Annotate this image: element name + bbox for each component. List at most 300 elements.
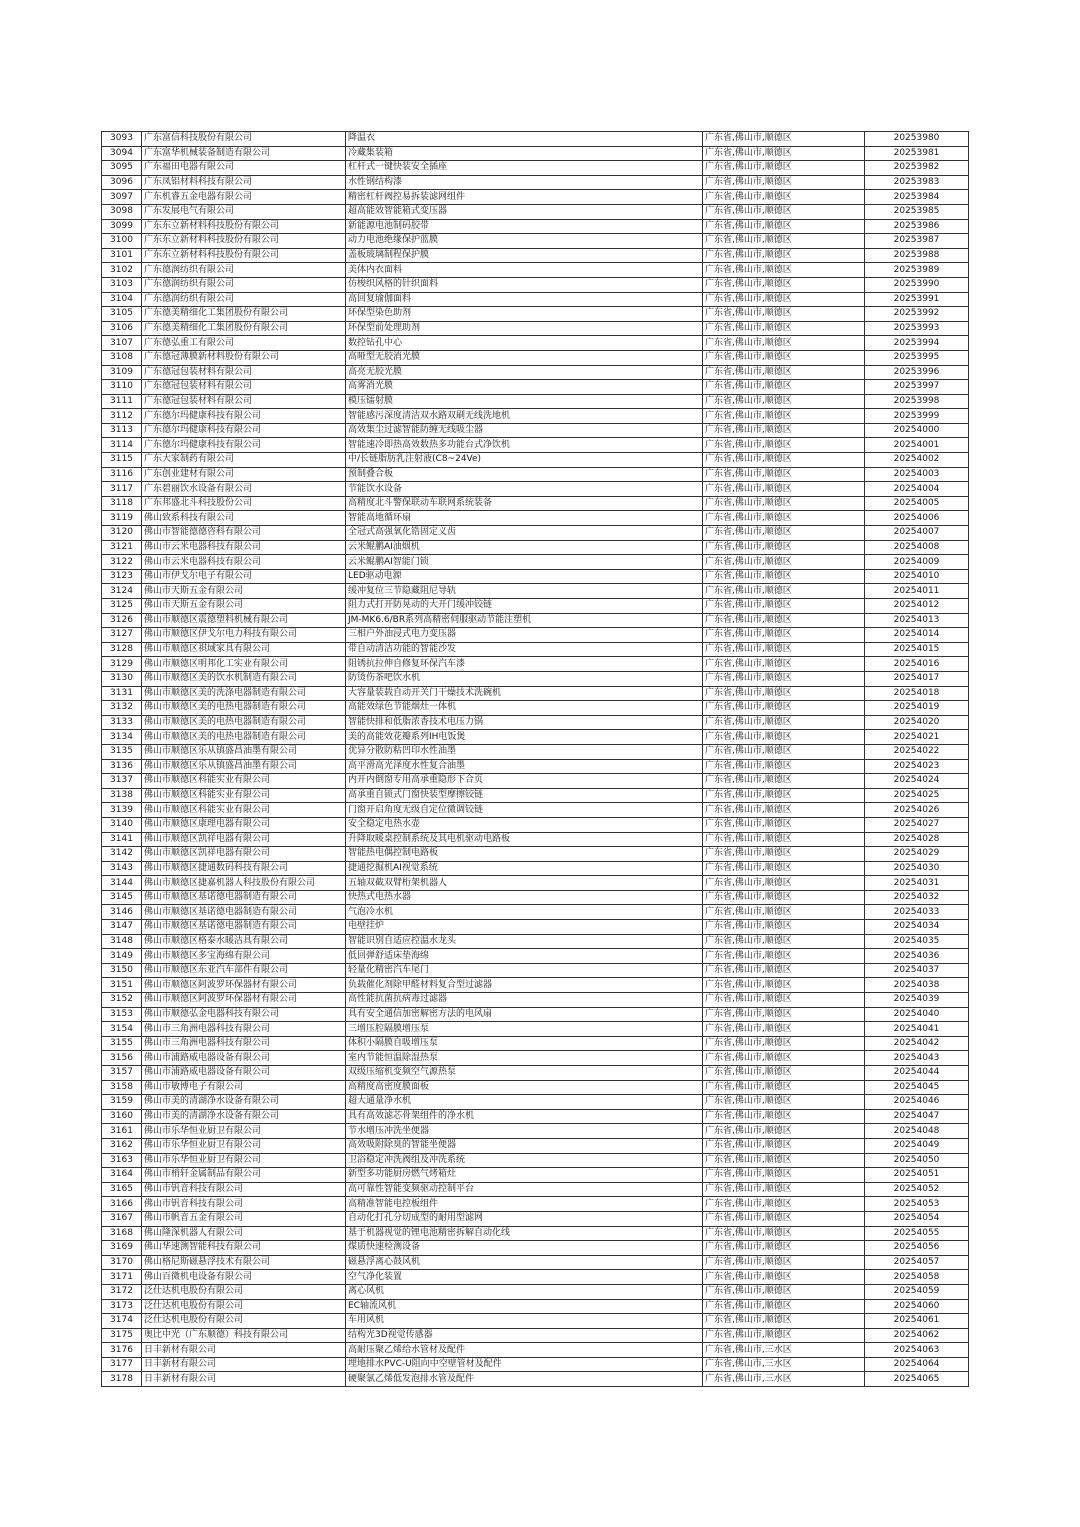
product-name-cell: 美体内衣面料	[346, 263, 703, 278]
table-row	[102, 350, 969, 365]
certificate-code-cell: 20254058	[865, 1270, 969, 1285]
company-name-cell: 佛山市顺德区美的电热电器制造有限公司	[142, 715, 346, 730]
region-cell: 广东省,佛山市,顺德区	[703, 1197, 865, 1212]
table-row	[102, 496, 969, 511]
row-number-cell: 3154	[102, 1022, 142, 1037]
certificate-code-cell: 20254035	[865, 934, 969, 949]
company-name-cell: 佛山市浦路威电器设备有限公司	[142, 1051, 346, 1066]
company-name-cell: 佛山百微机电设备有限公司	[142, 1270, 346, 1285]
table-row	[102, 847, 969, 862]
company-name-cell: 佛山市顺德区伊戈尔电力科技有限公司	[142, 628, 346, 643]
row-number-cell: 3162	[102, 1138, 142, 1153]
row-number-cell: 3134	[102, 730, 142, 745]
row-number-cell: 3113	[102, 423, 142, 438]
company-name-cell: 广东大家制药有限公司	[142, 453, 346, 468]
product-name-cell: 高精度北斗警保联动车联网系统装备	[346, 496, 703, 511]
table-row	[102, 628, 969, 643]
table-row	[102, 219, 969, 234]
product-name-cell: 结构光3D视觉传感器	[346, 1328, 703, 1343]
product-name-cell: 体积小隔膜自吸增压泵	[346, 1036, 703, 1051]
certificate-code-cell: 20254060	[865, 1299, 969, 1314]
company-name-cell: 佛山市顺德区科能实业有限公司	[142, 788, 346, 803]
table-row	[102, 613, 969, 628]
certificate-code-cell: 20254041	[865, 1022, 969, 1037]
certificate-code-cell: 20254008	[865, 540, 969, 555]
row-number-cell: 3093	[102, 132, 142, 147]
region-cell: 广东省,佛山市,顺德区	[703, 701, 865, 716]
row-number-cell: 3159	[102, 1095, 142, 1110]
table-row	[102, 277, 969, 292]
region-cell: 广东省,佛山市,顺德区	[703, 1095, 865, 1110]
table-row	[102, 1124, 969, 1139]
region-cell: 广东省,佛山市,顺德区	[703, 934, 865, 949]
certificate-code-cell: 20254045	[865, 1080, 969, 1095]
row-number-cell: 3125	[102, 599, 142, 614]
company-name-cell: 佛山市顺德区乐从镇盛昌油墨有限公司	[142, 759, 346, 774]
row-number-cell: 3156	[102, 1051, 142, 1066]
product-name-cell: 快热式电热水器	[346, 890, 703, 905]
certificate-code-cell: 20254046	[865, 1095, 969, 1110]
company-name-cell: 佛山市浦路威电器设备有限公司	[142, 1066, 346, 1081]
region-cell: 广东省,佛山市,顺德区	[703, 132, 865, 147]
company-name-cell: 佛山市顺德区明邦化工实业有限公司	[142, 657, 346, 672]
row-number-cell: 3126	[102, 613, 142, 628]
region-cell: 广东省,佛山市,顺德区	[703, 496, 865, 511]
product-name-cell: 智能热电偶控制电路板	[346, 847, 703, 862]
region-cell: 广东省,佛山市,顺德区	[703, 1109, 865, 1124]
company-name-cell: 广东东立新材料科技股份有限公司	[142, 248, 346, 263]
product-name-cell: 双级压缩机变频空气源热泵	[346, 1066, 703, 1081]
row-number-cell: 3135	[102, 744, 142, 759]
certificate-code-cell: 20254051	[865, 1168, 969, 1183]
region-cell: 广东省,佛山市,顺德区	[703, 1138, 865, 1153]
table-row	[102, 380, 969, 395]
company-name-cell: 广东德弘重工有限公司	[142, 336, 346, 351]
row-number-cell: 3097	[102, 190, 142, 205]
company-name-cell: 佛山市乐华恒业厨卫有限公司	[142, 1138, 346, 1153]
company-name-cell: 广东发展电气有限公司	[142, 204, 346, 219]
row-number-cell: 3161	[102, 1124, 142, 1139]
row-number-cell: 3153	[102, 1007, 142, 1022]
certificate-code-cell: 20253996	[865, 365, 969, 380]
table-row	[102, 1255, 969, 1270]
region-cell: 广东省,佛山市,顺德区	[703, 599, 865, 614]
region-cell: 广东省,佛山市,顺德区	[703, 613, 865, 628]
product-name-cell: 云米鲲鹏AI油烟机	[346, 540, 703, 555]
certificate-code-cell: 20253982	[865, 161, 969, 176]
table-row	[102, 642, 969, 657]
product-name-cell: 精密杠杆阀控易拆装滤网组件	[346, 190, 703, 205]
table-body	[102, 132, 969, 1387]
certificate-code-cell: 20253998	[865, 394, 969, 409]
product-name-cell: 高耐压聚乙烯给水管材及配件	[346, 1343, 703, 1358]
table-row	[102, 832, 969, 847]
table-row	[102, 1022, 969, 1037]
table-row	[102, 1138, 969, 1153]
product-name-cell: 环保型前处理助剂	[346, 321, 703, 336]
table-row	[102, 817, 969, 832]
row-number-cell: 3108	[102, 350, 142, 365]
row-number-cell: 3104	[102, 292, 142, 307]
row-number-cell: 3116	[102, 467, 142, 482]
table-row	[102, 876, 969, 891]
table-row	[102, 1314, 969, 1329]
certificate-code-cell: 20254056	[865, 1241, 969, 1256]
product-name-cell: 轻量化精密汽车尾门	[346, 963, 703, 978]
certificate-code-cell: 20253984	[865, 190, 969, 205]
region-cell: 广东省,佛山市,顺德区	[703, 1241, 865, 1256]
product-name-cell: 带自动清洁功能的智能沙发	[346, 642, 703, 657]
row-number-cell: 3178	[102, 1372, 142, 1387]
region-cell: 广东省,佛山市,顺德区	[703, 584, 865, 599]
table-row	[102, 438, 969, 453]
table-row	[102, 788, 969, 803]
region-cell: 广东省,佛山市,顺德区	[703, 730, 865, 745]
product-name-cell: 美的高能效花瓣系列IH电饭煲	[346, 730, 703, 745]
table-row	[102, 394, 969, 409]
certificate-code-cell: 20253983	[865, 175, 969, 190]
region-cell: 广东省,佛山市,顺德区	[703, 1211, 865, 1226]
row-number-cell: 3106	[102, 321, 142, 336]
region-cell: 广东省,佛山市,顺德区	[703, 788, 865, 803]
table-row	[102, 161, 969, 176]
product-name-cell: 高效集尘过滤智能防缠无线吸尘器	[346, 423, 703, 438]
company-name-cell: 泛仕达机电股份有限公司	[142, 1299, 346, 1314]
company-name-cell: 广东德润纺织有限公司	[142, 277, 346, 292]
row-number-cell: 3129	[102, 657, 142, 672]
certificate-code-cell: 20254026	[865, 803, 969, 818]
row-number-cell: 3155	[102, 1036, 142, 1051]
company-name-cell: 佛山市顺德区阿波罗环保器材有限公司	[142, 978, 346, 993]
product-name-cell: 升降取暖桌控制系统及其电机驱动电路板	[346, 832, 703, 847]
certificate-code-cell: 20254063	[865, 1343, 969, 1358]
region-cell: 广东省,佛山市,顺德区	[703, 1328, 865, 1343]
table-row	[102, 409, 969, 424]
table-row	[102, 1109, 969, 1124]
company-name-cell: 佛山致系科技有限公司	[142, 511, 346, 526]
row-number-cell: 3163	[102, 1153, 142, 1168]
row-number-cell: 3111	[102, 394, 142, 409]
certificate-code-cell: 20254012	[865, 599, 969, 614]
certificate-code-cell: 20254034	[865, 920, 969, 935]
region-cell: 广东省,佛山市,顺德区	[703, 569, 865, 584]
region-cell: 广东省,佛山市,顺德区	[703, 380, 865, 395]
region-cell: 广东省,佛山市,顺德区	[703, 876, 865, 891]
table-row	[102, 599, 969, 614]
product-name-cell: 防烫伤茶吧饮水机	[346, 671, 703, 686]
row-number-cell: 3146	[102, 905, 142, 920]
table-row	[102, 701, 969, 716]
company-name-cell: 佛山市顺德区基诺德电器制造有限公司	[142, 890, 346, 905]
region-cell: 广东省,佛山市,顺德区	[703, 423, 865, 438]
certificate-code-cell: 20254029	[865, 847, 969, 862]
product-name-cell: 智能感污深度清洁双水路双刷无线洗地机	[346, 409, 703, 424]
company-name-cell: 佛山市顺德区乐从镇盛昌油墨有限公司	[142, 744, 346, 759]
company-name-cell: 广东碧丽饮水设备有限公司	[142, 482, 346, 497]
table-row	[102, 963, 969, 978]
certificate-code-cell: 20254033	[865, 905, 969, 920]
certificate-code-cell: 20254018	[865, 686, 969, 701]
certificate-code-cell: 20254039	[865, 993, 969, 1008]
product-name-cell: 三增压腔隔膜增压泵	[346, 1022, 703, 1037]
table-row	[102, 204, 969, 219]
table-row	[102, 511, 969, 526]
product-name-cell: 车用风机	[346, 1314, 703, 1329]
product-name-cell: 高平滑高光泽度水性复合油墨	[346, 759, 703, 774]
region-cell: 广东省,佛山市,顺德区	[703, 832, 865, 847]
table-row	[102, 1211, 969, 1226]
company-name-cell: 日丰新材有限公司	[142, 1372, 346, 1387]
row-number-cell: 3102	[102, 263, 142, 278]
certificate-code-cell: 20254007	[865, 526, 969, 541]
certificate-code-cell: 20253991	[865, 292, 969, 307]
company-name-cell: 广东机睿五金电器有限公司	[142, 190, 346, 205]
row-number-cell: 3118	[102, 496, 142, 511]
row-number-cell: 3132	[102, 701, 142, 716]
company-name-cell: 佛山市顺德区震德塑料机械有限公司	[142, 613, 346, 628]
certificate-code-cell: 20254021	[865, 730, 969, 745]
table-row	[102, 146, 969, 161]
product-name-cell: 高精准智能电控板组件	[346, 1197, 703, 1212]
product-name-cell: 煤质快速检测设备	[346, 1241, 703, 1256]
company-name-cell: 佛山市顺德区阿波罗环保器材有限公司	[142, 993, 346, 1008]
row-number-cell: 3150	[102, 963, 142, 978]
product-name-cell: 新型多功能厨房燃气烤箱灶	[346, 1168, 703, 1183]
table-row	[102, 861, 969, 876]
company-name-cell: 佛山市美的清湖净水设备有限公司	[142, 1109, 346, 1124]
product-name-cell: 降温衣	[346, 132, 703, 147]
product-name-cell: 门窗开启角度无级自定位微调铰链	[346, 803, 703, 818]
product-name-cell: 环保型染色助剂	[346, 307, 703, 322]
table-row	[102, 248, 969, 263]
row-number-cell: 3109	[102, 365, 142, 380]
product-name-cell: 高承重自锁式门窗快装型摩擦铰链	[346, 788, 703, 803]
certificate-code-cell: 20254004	[865, 482, 969, 497]
company-name-cell: 佛山市敏博电子有限公司	[142, 1080, 346, 1095]
row-number-cell: 3140	[102, 817, 142, 832]
certificate-code-cell: 20254006	[865, 511, 969, 526]
row-number-cell: 3170	[102, 1255, 142, 1270]
region-cell: 广东省,佛山市,顺德区	[703, 1182, 865, 1197]
company-name-cell: 佛山市顺德区美的电热电器制造有限公司	[142, 730, 346, 745]
company-name-cell: 泛仕达机电股份有限公司	[142, 1314, 346, 1329]
region-cell: 广东省,佛山市,顺德区	[703, 526, 865, 541]
company-name-cell: 佛山市顺德区东亚汽车部件有限公司	[142, 963, 346, 978]
company-name-cell: 佛山市梢轩金属制品有限公司	[142, 1168, 346, 1183]
certificate-code-cell: 20254030	[865, 861, 969, 876]
certificate-code-cell: 20254011	[865, 584, 969, 599]
region-cell: 广东省,佛山市,顺德区	[703, 1299, 865, 1314]
region-cell: 广东省,佛山市,顺德区	[703, 175, 865, 190]
row-number-cell: 3152	[102, 993, 142, 1008]
region-cell: 广东省,佛山市,顺德区	[703, 1153, 865, 1168]
row-number-cell: 3160	[102, 1109, 142, 1124]
row-number-cell: 3100	[102, 234, 142, 249]
region-cell: 广东省,佛山市,顺德区	[703, 540, 865, 555]
region-cell: 广东省,佛山市,顺德区	[703, 511, 865, 526]
row-number-cell: 3127	[102, 628, 142, 643]
table-row	[102, 671, 969, 686]
region-cell: 广东省,佛山市,顺德区	[703, 467, 865, 482]
region-cell: 广东省,佛山市,顺德区	[703, 350, 865, 365]
region-cell: 广东省,佛山市,顺德区	[703, 307, 865, 322]
row-number-cell: 3174	[102, 1314, 142, 1329]
region-cell: 广东省,佛山市,顺德区	[703, 890, 865, 905]
company-name-cell: 佛山市顺德区格泰水暖洁具有限公司	[142, 934, 346, 949]
certificate-code-cell: 20253986	[865, 219, 969, 234]
product-name-cell: 室内节能恒温除湿热泵	[346, 1051, 703, 1066]
region-cell: 广东省,佛山市,顺德区	[703, 219, 865, 234]
certificate-code-cell: 20254036	[865, 949, 969, 964]
table-row	[102, 321, 969, 336]
table-row	[102, 1168, 969, 1183]
table-row	[102, 1182, 969, 1197]
table-row	[102, 190, 969, 205]
table-row	[102, 1241, 969, 1256]
company-name-cell: 广东德冠包装材料有限公司	[142, 394, 346, 409]
region-cell: 广东省,佛山市,顺德区	[703, 409, 865, 424]
product-name-cell: 智能高地循环扇	[346, 511, 703, 526]
product-name-cell: 全冠式高强氧化锆固定义齿	[346, 526, 703, 541]
row-number-cell: 3096	[102, 175, 142, 190]
product-name-cell: 数控钻孔中心	[346, 336, 703, 351]
region-cell: 广东省,佛山市,顺德区	[703, 905, 865, 920]
product-name-cell: 具有高效滤芯骨架组件的净水机	[346, 1109, 703, 1124]
region-cell: 广东省,佛山市,顺德区	[703, 686, 865, 701]
company-name-cell: 佛山市帆音五金有限公司	[142, 1211, 346, 1226]
company-name-cell: 佛山市乐华恒业厨卫有限公司	[142, 1124, 346, 1139]
certificate-code-cell: 20253988	[865, 248, 969, 263]
certificate-code-cell: 20254010	[865, 569, 969, 584]
company-name-cell: 佛山市顺德区基诺德电器制造有限公司	[142, 920, 346, 935]
region-cell: 广东省,佛山市,顺德区	[703, 628, 865, 643]
product-name-cell: 高性能抗菌抗病毒过滤器	[346, 993, 703, 1008]
table-row	[102, 978, 969, 993]
table-row	[102, 774, 969, 789]
product-name-cell: 高能效绿色节能烟灶一体机	[346, 701, 703, 716]
row-number-cell: 3105	[102, 307, 142, 322]
row-number-cell: 3103	[102, 277, 142, 292]
product-name-cell: 电壁挂炉	[346, 920, 703, 935]
row-number-cell: 3169	[102, 1241, 142, 1256]
company-name-cell: 日丰新材有限公司	[142, 1357, 346, 1372]
product-name-cell: 水性钢结构漆	[346, 175, 703, 190]
table-row	[102, 993, 969, 1008]
region-cell: 广东省,佛山市,顺德区	[703, 204, 865, 219]
region-cell: 广东省,佛山市,顺德区	[703, 774, 865, 789]
company-name-cell: 广东富信科技股份有限公司	[142, 132, 346, 147]
region-cell: 广东省,佛山市,顺德区	[703, 993, 865, 1008]
table-row	[102, 292, 969, 307]
row-number-cell: 3133	[102, 715, 142, 730]
table-row	[102, 234, 969, 249]
product-name-cell: 大容量装载自动开关门干燥技术洗碗机	[346, 686, 703, 701]
row-number-cell: 3128	[102, 642, 142, 657]
certificate-code-cell: 20253981	[865, 146, 969, 161]
certificate-code-cell: 20254024	[865, 774, 969, 789]
company-name-cell: 佛山市顺德区基诺德电器制造有限公司	[142, 905, 346, 920]
table-row	[102, 1051, 969, 1066]
row-number-cell: 3173	[102, 1299, 142, 1314]
company-name-cell: 奥比中光（广东顺德）科技有限公司	[142, 1328, 346, 1343]
certificate-code-cell: 20253994	[865, 336, 969, 351]
region-cell: 广东省,佛山市,顺德区	[703, 1066, 865, 1081]
row-number-cell: 3168	[102, 1226, 142, 1241]
product-name-cell: 动力电池绝缘保护蓝膜	[346, 234, 703, 249]
company-name-cell: 佛山市乐华恒业厨卫有限公司	[142, 1153, 346, 1168]
certificate-table	[101, 131, 969, 1387]
company-name-cell: 佛山隆深机器人有限公司	[142, 1226, 346, 1241]
certificate-code-cell: 20254019	[865, 701, 969, 716]
row-number-cell: 3122	[102, 555, 142, 570]
certificate-code-cell: 20254032	[865, 890, 969, 905]
row-number-cell: 3110	[102, 380, 142, 395]
company-name-cell: 佛山市美的清湖净水设备有限公司	[142, 1095, 346, 1110]
company-name-cell: 广东德润纺织有限公司	[142, 263, 346, 278]
row-number-cell: 3136	[102, 759, 142, 774]
row-number-cell: 3171	[102, 1270, 142, 1285]
certificate-code-cell: 20254016	[865, 657, 969, 672]
certificate-code-cell: 20254028	[865, 832, 969, 847]
certificate-code-cell: 20254053	[865, 1197, 969, 1212]
company-name-cell: 广东富华机械装备制造有限公司	[142, 146, 346, 161]
product-name-cell: 冷藏集装箱	[346, 146, 703, 161]
product-name-cell: 阻力式打开防晃动的大开门缓冲铰链	[346, 599, 703, 614]
company-name-cell: 广东凤铝材料科技有限公司	[142, 175, 346, 190]
product-name-cell: 高回复瑜伽面料	[346, 292, 703, 307]
row-number-cell: 3149	[102, 949, 142, 964]
company-name-cell: 佛山市顺德区凯祥电器有限公司	[142, 832, 346, 847]
table-row	[102, 890, 969, 905]
company-name-cell: 佛山格尼斯磁悬浮技术有限公司	[142, 1255, 346, 1270]
row-number-cell: 3139	[102, 803, 142, 818]
row-number-cell: 3114	[102, 438, 142, 453]
row-number-cell: 3177	[102, 1357, 142, 1372]
row-number-cell: 3123	[102, 569, 142, 584]
company-name-cell: 泛仕达机电股份有限公司	[142, 1284, 346, 1299]
table-row	[102, 540, 969, 555]
certificate-code-cell: 20253993	[865, 321, 969, 336]
product-name-cell: 智能快排和低脂浓香技术电压力锅	[346, 715, 703, 730]
certificate-code-cell: 20254040	[865, 1007, 969, 1022]
row-number-cell: 3167	[102, 1211, 142, 1226]
region-cell: 广东省,佛山市,顺德区	[703, 336, 865, 351]
product-name-cell: 五轴双截双臂桁架机器人	[346, 876, 703, 891]
region-cell: 广东省,佛山市,顺德区	[703, 1314, 865, 1329]
product-name-cell: 捷通挖掘机AI视觉系统	[346, 861, 703, 876]
company-name-cell: 佛山市顺德弘金电器科技有限公司	[142, 1007, 346, 1022]
region-cell: 广东省,佛山市,顺德区	[703, 1226, 865, 1241]
table-row	[102, 467, 969, 482]
region-cell: 广东省,佛山市,三水区	[703, 1343, 865, 1358]
row-number-cell: 3120	[102, 526, 142, 541]
row-number-cell: 3175	[102, 1328, 142, 1343]
certificate-code-cell: 20254048	[865, 1124, 969, 1139]
company-name-cell: 佛山市天斯五金有限公司	[142, 584, 346, 599]
company-name-cell: 佛山市顺德区捷通数码科技有限公司	[142, 861, 346, 876]
certificate-code-cell: 20253990	[865, 277, 969, 292]
product-name-cell: JM-MK6.6/BR系列高精密伺服驱动节能注塑机	[346, 613, 703, 628]
certificate-code-cell: 20254009	[865, 555, 969, 570]
certificate-code-cell: 20254064	[865, 1357, 969, 1372]
region-cell: 广东省,佛山市,三水区	[703, 1357, 865, 1372]
company-name-cell: 广东德尔玛健康科技有限公司	[142, 409, 346, 424]
region-cell: 广东省,佛山市,顺德区	[703, 555, 865, 570]
region-cell: 广东省,佛山市,顺德区	[703, 1007, 865, 1022]
region-cell: 广东省,佛山市,顺德区	[703, 978, 865, 993]
table-row	[102, 1080, 969, 1095]
region-cell: 广东省,佛山市,顺德区	[703, 292, 865, 307]
